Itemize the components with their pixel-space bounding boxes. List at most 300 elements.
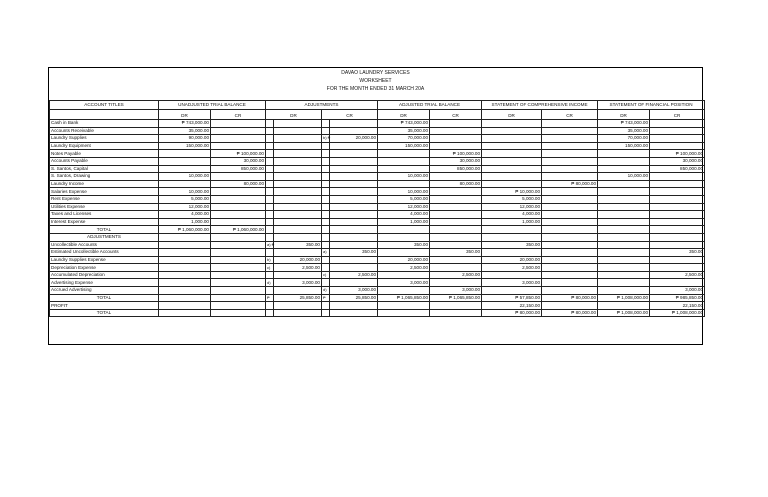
amount-cell [650,203,705,211]
amount-cell [430,142,482,150]
amount-cell: ₱ 10,000.00 [482,188,542,196]
amount-cell [430,127,482,135]
amount-cell [159,309,211,317]
amount-cell [598,264,650,272]
cr-header: CR [322,110,378,120]
cr-header: CR [650,110,705,120]
adjustment-ref [322,302,330,310]
amount-cell: 10,000.00 [378,173,430,181]
amount-cell [430,211,482,219]
amount-cell: 20,000.00 [482,256,542,264]
table-row [50,195,705,203]
amount-cell [482,127,542,135]
amount-cell: ₱ 1,008,000.00 [598,294,650,302]
table-row [50,271,705,279]
table-row [50,218,705,226]
amount-cell: 12,000.00 [378,203,430,211]
adjustment-ref [322,256,330,264]
amount-cell [482,173,542,181]
table-row [50,120,705,128]
amount-cell [430,203,482,211]
table-row [50,264,705,272]
amount-cell: 3,000.00 [378,279,430,287]
amount-cell [542,157,598,165]
worksheet-body [50,120,705,317]
amount-cell [598,218,650,226]
amount-cell [330,203,378,211]
amount-cell [430,309,482,317]
amount-cell [430,120,482,128]
amount-cell [598,249,650,257]
amount-cell [211,271,266,279]
amount-cell [211,287,266,295]
period: FOR THE MONTH ENDED 31 MARCH 20A [326,86,425,92]
blank-cell [50,110,159,120]
amount-cell: 150,000.00 [159,142,211,150]
amount-cell [211,233,266,241]
worksheet [48,67,703,345]
amount-cell [330,279,378,287]
table-row [50,302,705,310]
amount-cell: 350.00 [274,241,322,249]
adjustment-ref: b) [266,256,274,264]
amount-cell [650,279,705,287]
amount-cell: 12,000.00 [482,203,542,211]
amount-cell [159,150,211,158]
amount-cell [330,233,378,241]
amount-cell: ₱ 1,065,850.00 [430,294,482,302]
amount-cell [598,279,650,287]
amount-cell: 5,000.00 [159,195,211,203]
amount-cell [542,302,598,310]
amount-cell: ₱ 743,000.00 [159,120,211,128]
account-title: Estimated Uncollectible Accounts [50,249,159,257]
amount-cell: 4,000.00 [482,211,542,219]
amount-cell [430,226,482,234]
amount-cell [542,135,598,143]
amount-cell: 30,000.00 [211,157,266,165]
account-title: Laundry Income [50,180,159,188]
amount-cell [274,165,322,173]
amount-cell [650,226,705,234]
amount-cell [274,150,322,158]
amount-cell [378,233,430,241]
amount-cell: ₱ 1,008,000.00 [650,309,705,317]
amount-cell: 350.00 [650,249,705,257]
amount-cell: 350.00 [482,241,542,249]
amount-cell [598,256,650,264]
amount-cell [211,211,266,219]
adjustment-ref [322,180,330,188]
amount-cell [211,195,266,203]
adjustment-ref [322,226,330,234]
amount-cell [159,302,211,310]
amount-cell: 1,000.00 [378,218,430,226]
table-row [50,173,705,181]
amount-cell: 5,000.00 [482,195,542,203]
amount-cell [274,233,322,241]
amount-cell [159,294,211,302]
amount-cell [598,150,650,158]
dr-header: DR [159,110,211,120]
amount-cell [482,287,542,295]
amount-cell [159,279,211,287]
amount-cell: 2,500.00 [430,271,482,279]
amount-cell [274,249,322,257]
account-title: Cash in Bank [50,120,159,128]
amount-cell [378,309,430,317]
amount-cell: 20,000.00 [274,256,322,264]
account-title: Advertising Expense [50,279,159,287]
account-title: Accumulated Depreciation [50,271,159,279]
amount-cell [211,203,266,211]
amount-cell: 90,000.00 [159,135,211,143]
amount-cell: 3,000.00 [430,287,482,295]
amount-cell [330,127,378,135]
table-row [50,165,705,173]
adjustment-ref [266,226,274,234]
adjustment-ref [266,211,274,219]
amount-cell [598,180,650,188]
amount-cell: 35,000.00 [378,127,430,135]
amount-cell [430,279,482,287]
amount-cell [211,135,266,143]
amount-cell [542,195,598,203]
amount-cell [542,173,598,181]
amount-cell [330,218,378,226]
amount-cell [598,157,650,165]
amount-cell: ₱ 100,000.00 [430,150,482,158]
amount-cell [211,241,266,249]
amount-cell [482,233,542,241]
amount-cell [598,226,650,234]
amount-cell [542,127,598,135]
table-row [50,150,705,158]
amount-cell [330,188,378,196]
cr-header: CR [211,110,266,120]
adjustment-ref [266,165,274,173]
adjustment-ref [266,309,274,317]
amount-cell: 1,000.00 [482,218,542,226]
amount-cell: 30,000.00 [650,157,705,165]
adjustment-ref: a) [322,249,330,257]
amount-cell: 25,850.00 [330,294,378,302]
account-title: Utilities Expense [50,203,159,211]
amount-cell [274,302,322,310]
amount-cell: 70,000.00 [378,135,430,143]
account-title: Rent Expense [50,195,159,203]
amount-cell [542,249,598,257]
amount-cell [211,142,266,150]
amount-cell [211,127,266,135]
amount-cell: 80,000.00 [430,180,482,188]
amount-cell: 350.00 [330,249,378,257]
amount-cell [330,180,378,188]
adjustment-ref [266,271,274,279]
adjusted-tb-header: ADJUSTED TRIAL BALANCE [378,101,482,110]
amount-cell [650,180,705,188]
amount-cell [159,165,211,173]
amount-cell: ₱ 100,000.00 [650,150,705,158]
adjustment-ref: d) [266,279,274,287]
amount-cell: 5,000.00 [378,195,430,203]
cr-header: CR [542,110,598,120]
amount-cell [159,241,211,249]
amount-cell: ₱ 1,060,000.00 [159,226,211,234]
adjustment-ref [322,233,330,241]
amount-cell [159,233,211,241]
amount-cell: 80,000.00 [211,180,266,188]
amount-cell [330,173,378,181]
amount-cell: 3,000.00 [482,279,542,287]
amount-cell [211,256,266,264]
table-row [50,256,705,264]
amount-cell [211,218,266,226]
account-title: Interest Expense [50,218,159,226]
amount-cell [542,256,598,264]
adjustment-ref [322,195,330,203]
cr-header: CR [430,110,482,120]
amount-cell [430,195,482,203]
amount-cell: ₱ 80,000.00 [542,294,598,302]
amount-cell [330,302,378,310]
amount-cell: 10,000.00 [378,188,430,196]
amount-cell: 350.00 [378,241,430,249]
amount-cell [330,309,378,317]
amount-cell: 1,000.00 [159,218,211,226]
amount-cell: 850,000.00 [430,165,482,173]
amount-cell [650,264,705,272]
amount-cell [274,180,322,188]
account-title: Uncollectible Accounts [50,241,159,249]
amount-cell [274,188,322,196]
amount-cell [598,188,650,196]
amount-cell [274,226,322,234]
amount-cell: 3,000.00 [330,287,378,295]
amount-cell [274,120,322,128]
amount-cell: 22,150.00 [650,302,705,310]
amount-cell [650,195,705,203]
account-title: S. Santos, Drawing [50,173,159,181]
adjustment-ref [322,218,330,226]
table-row [50,203,705,211]
amount-cell [330,264,378,272]
amount-cell: 35,000.00 [598,127,650,135]
amount-cell [211,294,266,302]
amount-cell: ₱ 1,008,000.00 [598,309,650,317]
company-name: DAVAO LAUNDRY SERVICES [341,70,410,76]
amount-cell [482,157,542,165]
amount-cell [650,173,705,181]
table-row [50,142,705,150]
amount-cell [430,302,482,310]
amount-cell [650,142,705,150]
adjustment-ref [266,142,274,150]
amount-cell [274,211,322,219]
unadjusted-tb-header: UNADJUSTED TRIAL BALANCE [159,101,266,110]
amount-cell [430,241,482,249]
account-title: Accounts Receivable [50,127,159,135]
amount-cell [430,135,482,143]
amount-cell [211,309,266,317]
amount-cell: 20,000.00 [330,135,378,143]
amount-cell [482,180,542,188]
amount-cell: 350.00 [430,249,482,257]
dr-header: DR [598,110,650,120]
amount-cell: ₱ 57,850.00 [482,294,542,302]
amount-cell [542,287,598,295]
account-title: ADJUSTMENTS [50,233,159,241]
amount-cell: 35,000.00 [159,127,211,135]
amount-cell: 4,000.00 [378,211,430,219]
amount-cell [430,218,482,226]
amount-cell [598,271,650,279]
amount-cell [159,264,211,272]
adjustment-ref: c) [322,271,330,279]
amount-cell [598,302,650,310]
amount-cell: 2,500.00 [378,264,430,272]
amount-cell: ₱ 80,000.00 [482,309,542,317]
amount-cell [378,226,430,234]
adjustment-ref [322,165,330,173]
amount-cell [542,188,598,196]
amount-cell [542,203,598,211]
amount-cell [378,287,430,295]
amount-cell [542,233,598,241]
adjustment-ref [266,127,274,135]
amount-cell [650,218,705,226]
account-title: Notes Payable [50,150,159,158]
amount-cell [598,233,650,241]
adjustment-ref [322,203,330,211]
amount-cell [482,142,542,150]
adjustment-ref [322,188,330,196]
amount-cell [211,264,266,272]
dr-header: DR [266,110,322,120]
amount-cell [650,256,705,264]
amount-cell [482,120,542,128]
adjustment-ref [266,233,274,241]
account-title: Accounts Payable [50,157,159,165]
amount-cell [542,150,598,158]
amount-cell [650,233,705,241]
amount-cell [274,135,322,143]
amount-cell [330,211,378,219]
dr-header: DR [482,110,542,120]
amount-cell: 12,000.00 [159,203,211,211]
amount-cell [542,211,598,219]
amount-cell [542,271,598,279]
amount-cell [330,142,378,150]
account-title: TOTAL [50,226,159,234]
amount-cell [430,173,482,181]
adjustment-ref [322,120,330,128]
amount-cell: 2,500.00 [274,264,322,272]
group-header-row [50,101,705,110]
amount-cell [159,256,211,264]
adjustment-ref [322,150,330,158]
amount-cell [211,249,266,257]
amount-cell: 3,000.00 [274,279,322,287]
adjustment-ref: d) [322,287,330,295]
amount-cell: 70,000.00 [598,135,650,143]
amount-cell [330,241,378,249]
amount-cell [430,233,482,241]
account-title: S. Santos, Capital [50,165,159,173]
amount-cell [274,127,322,135]
amount-cell [598,211,650,219]
amount-cell [542,226,598,234]
adjustment-ref [322,211,330,219]
adjustment-ref [266,157,274,165]
amount-cell: 20,000.00 [378,256,430,264]
amount-cell [482,249,542,257]
amount-cell [274,157,322,165]
amount-cell [650,211,705,219]
amount-cell [542,264,598,272]
account-title: Laundry Supplies Expense [50,256,159,264]
amount-cell [159,249,211,257]
amount-cell [482,226,542,234]
amount-cell: 2,500.00 [482,264,542,272]
amount-cell [211,302,266,310]
amount-cell [378,249,430,257]
adjustment-ref [266,180,274,188]
amount-cell [542,241,598,249]
amount-cell: ₱ 1,065,850.00 [378,294,430,302]
amount-cell: 150,000.00 [598,142,650,150]
table-row [50,127,705,135]
amount-cell [159,287,211,295]
amount-cell [378,165,430,173]
amount-cell [378,150,430,158]
amount-cell [274,287,322,295]
adjustment-ref [322,279,330,287]
table-row [50,233,705,241]
table-row [50,309,705,317]
account-title: Accrued Advertising [50,287,159,295]
adjustment-ref: a) ₱ [267,241,275,247]
amount-cell: 3,000.00 [650,287,705,295]
adjustment-ref [266,150,274,158]
adjustment-ref [322,309,330,317]
table-row [50,157,705,165]
adjustment-ref [266,120,274,128]
amount-cell [211,120,266,128]
amount-cell [330,226,378,234]
adjustment-ref [266,203,274,211]
amount-cell [598,241,650,249]
amount-cell: 10,000.00 [159,173,211,181]
amount-cell: 30,000.00 [430,157,482,165]
amount-cell [211,173,266,181]
adjustment-ref [266,188,274,196]
account-title: Laundry Supplies [50,135,159,143]
amount-cell [542,120,598,128]
amount-cell [330,120,378,128]
adjustment-ref: ₱ [322,294,330,302]
amount-cell [650,241,705,249]
amount-cell: ₱ 1,060,000.00 [211,226,266,234]
amount-cell [430,264,482,272]
amount-cell [330,157,378,165]
account-titles-header: ACCOUNT TITLES [50,101,159,110]
amount-cell [274,271,322,279]
dr-header: DR [378,110,430,120]
amount-cell [159,180,211,188]
amount-cell: 4,000.00 [159,211,211,219]
adjustment-ref [266,195,274,203]
